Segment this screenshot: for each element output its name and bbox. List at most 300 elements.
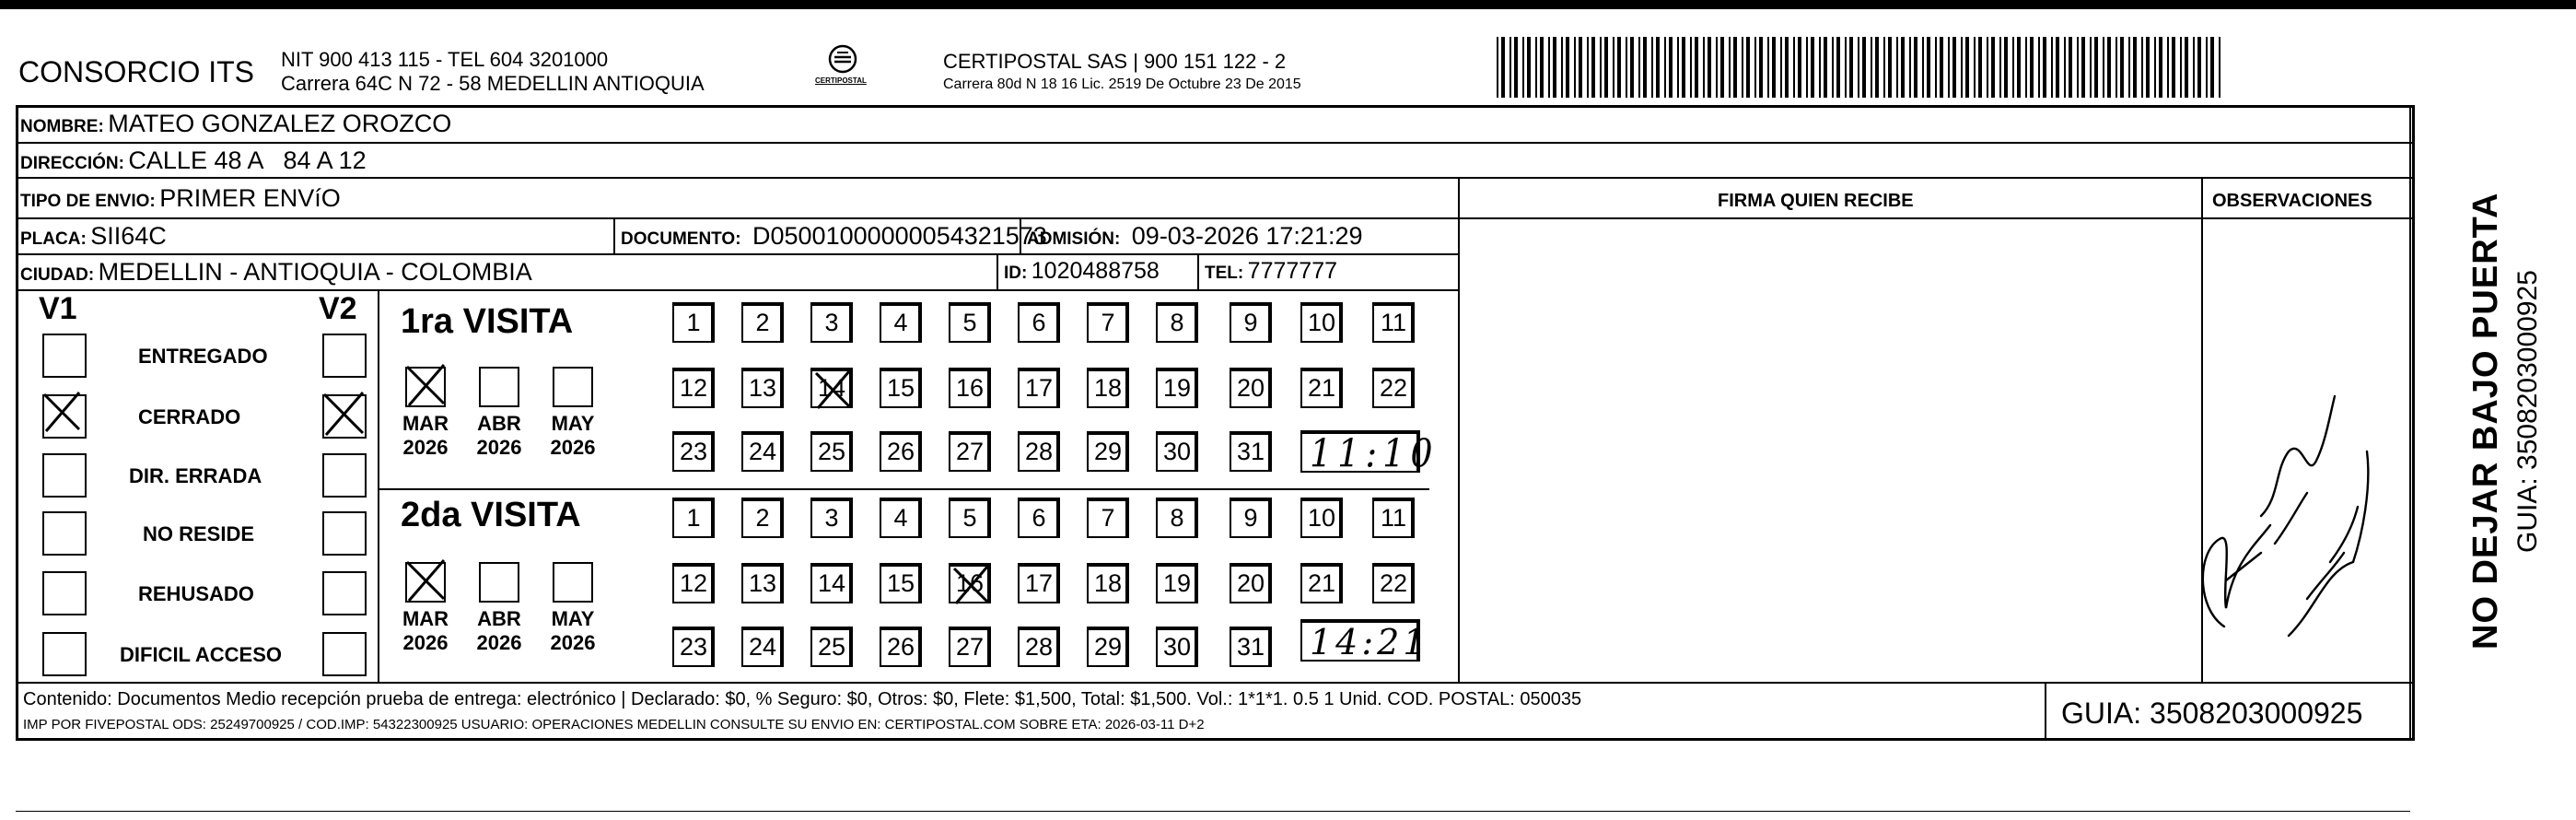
v1-checkbox[interactable]	[42, 334, 87, 378]
day-box[interactable]	[810, 498, 853, 538]
day-box[interactable]	[1230, 302, 1272, 343]
day-box[interactable]	[810, 302, 853, 343]
day-number: 10	[1307, 504, 1336, 532]
check-x-mark	[403, 558, 448, 603]
barcode-bar	[1613, 37, 1614, 98]
day-box[interactable]	[810, 368, 853, 408]
barcode-bar	[1708, 37, 1711, 98]
day-number: 20	[1236, 374, 1265, 402]
day-number: 2	[755, 504, 770, 532]
day-box[interactable]	[880, 431, 922, 472]
barcode-bar	[2167, 37, 2169, 98]
day-box[interactable]	[1230, 368, 1272, 408]
barcode	[1497, 37, 2226, 98]
day-box[interactable]	[741, 498, 784, 538]
day-box[interactable]	[1156, 563, 1198, 603]
day-box[interactable]	[1230, 498, 1272, 538]
barcode-bar	[1587, 37, 1589, 98]
day-box[interactable]	[949, 431, 991, 472]
day-number: 14	[817, 374, 846, 402]
day-number: 5	[962, 504, 977, 532]
month-label: MAR	[402, 412, 449, 435]
day-box[interactable]	[741, 431, 784, 472]
v2-checkbox[interactable]	[322, 334, 367, 378]
month-label: ABR	[477, 607, 521, 630]
barcode-bar	[1785, 37, 1789, 98]
month-label: MAR	[402, 607, 449, 630]
barcode-bar	[2185, 37, 2188, 98]
day-box[interactable]	[880, 498, 922, 538]
sender-nit-tel: NIT 900 413 115 - TEL 604 3201000	[281, 48, 609, 71]
day-number: 18	[1093, 374, 1123, 402]
month-checkbox[interactable]	[553, 367, 593, 407]
day-box[interactable]	[1156, 498, 1198, 538]
barcode-bar	[1664, 37, 1666, 98]
day-number: 21	[1307, 569, 1336, 597]
nombre-value: MATEO GONZALEZ OROZCO	[108, 110, 452, 137]
day-number: 25	[817, 438, 846, 465]
day-box[interactable]	[1300, 368, 1343, 408]
barcode-bar	[1811, 37, 1814, 98]
day-box[interactable]	[949, 498, 991, 538]
day-number: 30	[1162, 633, 1192, 661]
day-number: 1	[686, 309, 701, 336]
day-box[interactable]	[741, 627, 784, 667]
barcode-bar	[1574, 37, 1576, 98]
barcode-bar	[1901, 37, 1905, 98]
barcode-bar	[1497, 37, 1498, 98]
month-checkbox[interactable]	[405, 562, 446, 603]
barcode-bar	[2017, 37, 2021, 98]
barcode-bar	[1896, 37, 1898, 98]
visit2-title: 2da VISITA	[401, 496, 581, 534]
admision-value: 09-03-2026 17:21:29	[1131, 222, 1363, 250]
barcode-bar	[2004, 37, 2008, 98]
barcode-bar	[1999, 37, 2001, 98]
day-box[interactable]	[1300, 498, 1343, 538]
barcode-bar	[1626, 37, 1627, 98]
day-number: 15	[886, 569, 915, 597]
barcode-bar	[2069, 37, 2072, 98]
v1-checkbox[interactable]	[42, 632, 87, 676]
day-number: 5	[962, 309, 977, 336]
barcode-bar	[1927, 37, 1930, 98]
year-label: 2026	[476, 436, 522, 459]
footer-imp: IMP POR FIVEPOSTAL ODS: 25249700925 / COD.IMP: 54322300925 USUARIO: OPERACIONES MEDELLIN CONSULTE SU ENVIO EN: CERTIPOSTAL.COM SOBRE ETA: 2026-03-11 D+2	[23, 717, 1205, 732]
barcode-bar	[1940, 37, 1943, 98]
certipostal-logo-icon	[815, 41, 870, 96]
day-number: 13	[748, 374, 777, 402]
visit1-hour: 11:10	[1310, 430, 1439, 476]
day-number: 23	[679, 633, 708, 661]
day-box[interactable]	[1156, 368, 1198, 408]
direccion-value: CALLE 48 A 84 A 12	[128, 146, 367, 174]
day-number: 20	[1236, 569, 1265, 597]
barcode-bar	[2077, 37, 2079, 98]
day-number: 7	[1101, 504, 1115, 532]
barcode-bar	[1535, 37, 1537, 98]
day-number: 12	[679, 569, 708, 597]
barcode-bar	[1630, 37, 1634, 98]
v2-checkbox[interactable]	[322, 571, 367, 615]
barcode-bar	[2146, 37, 2150, 98]
observaciones-header: OBSERVACIONES	[2212, 191, 2372, 211]
v1-checkbox[interactable]	[42, 453, 87, 498]
day-box[interactable]	[1018, 368, 1060, 408]
reason-label: ENTREGADO	[138, 345, 268, 368]
year-label: 2026	[476, 631, 522, 654]
check-x-mark	[812, 369, 853, 410]
month-label: MAY	[551, 412, 595, 435]
barcode-bar	[2141, 37, 2143, 98]
day-box[interactable]	[1156, 302, 1198, 343]
day-box[interactable]	[880, 302, 922, 343]
barcode-bar	[2219, 37, 2220, 98]
barcode-bar	[1948, 37, 1950, 98]
v1-checkbox[interactable]	[42, 571, 87, 615]
v1-checkbox[interactable]	[42, 394, 87, 439]
day-number: 22	[1379, 569, 1408, 597]
barcode-bar	[1540, 37, 1544, 98]
day-number: 4	[893, 504, 908, 532]
barcode-bar	[1600, 37, 1602, 98]
month-checkbox[interactable]	[479, 562, 519, 603]
barcode-bar	[1780, 37, 1782, 98]
day-number: 19	[1162, 569, 1192, 597]
barcode-bar	[1836, 37, 1840, 98]
barcode-bar	[1759, 37, 1763, 98]
barcode-bar	[2030, 37, 2034, 98]
year-label: 2026	[402, 436, 449, 459]
day-number: 3	[824, 504, 839, 532]
day-number: 16	[955, 374, 985, 402]
day-number: 12	[679, 374, 708, 402]
firma-header: FIRMA QUIEN RECIBE	[1718, 191, 1914, 211]
day-number: 22	[1379, 374, 1408, 402]
day-number: 2	[755, 309, 770, 336]
day-box[interactable]	[672, 563, 715, 603]
day-box[interactable]	[810, 563, 853, 603]
barcode-bar	[1695, 37, 1698, 98]
barcode-bar	[1798, 37, 1801, 98]
barcode-bar	[1849, 37, 1853, 98]
barcode-bar	[1651, 37, 1653, 98]
barcode-bar	[1978, 37, 1982, 98]
day-box[interactable]	[672, 627, 715, 667]
day-number: 29	[1093, 438, 1123, 465]
day-box[interactable]	[1087, 563, 1129, 603]
barcode-bar	[1682, 37, 1685, 98]
day-box[interactable]	[741, 302, 784, 343]
day-box[interactable]	[1230, 627, 1272, 667]
barcode-bar	[2107, 37, 2111, 98]
day-number: 19	[1162, 374, 1192, 402]
day-number: 1	[686, 504, 701, 532]
day-number: 18	[1093, 569, 1123, 597]
year-label: 2026	[550, 631, 596, 654]
day-number: 24	[748, 438, 777, 465]
day-number: 3	[824, 309, 839, 336]
day-box[interactable]	[1018, 498, 1060, 538]
barcode-bar	[2197, 37, 2201, 98]
day-box[interactable]	[672, 302, 715, 343]
barcode-bar	[1591, 37, 1595, 98]
barcode-bar	[2128, 37, 2130, 98]
v2-checkbox[interactable]	[322, 394, 367, 439]
barcode-bar	[2043, 37, 2046, 98]
barcode-bar	[1806, 37, 1808, 98]
barcode-bar	[2172, 37, 2175, 98]
day-box[interactable]	[949, 302, 991, 343]
day-box[interactable]	[1372, 368, 1415, 408]
year-label: 2026	[402, 631, 449, 654]
year-label: 2026	[550, 436, 596, 459]
barcode-bar	[2206, 37, 2208, 98]
day-box[interactable]	[1230, 431, 1272, 472]
v2-checkbox[interactable]	[322, 511, 367, 556]
tel-label: TEL:	[1205, 264, 1244, 283]
barcode-bar	[1987, 37, 1988, 98]
month-checkbox[interactable]	[553, 562, 593, 603]
barcode-bar	[2025, 37, 2027, 98]
barcode-bar	[2103, 37, 2104, 98]
barcode-bar	[1703, 37, 1705, 98]
day-box[interactable]	[1156, 627, 1198, 667]
barcode-bar	[1832, 37, 1834, 98]
barcode-bar	[1656, 37, 1660, 98]
day-box[interactable]	[1300, 563, 1343, 603]
day-number: 4	[893, 309, 908, 336]
day-box[interactable]	[880, 563, 922, 603]
bottom-edge-line	[16, 811, 2410, 812]
barcode-bar	[1858, 37, 1859, 98]
day-box[interactable]	[1372, 498, 1415, 538]
day-box[interactable]	[741, 563, 784, 603]
barcode-bar	[2159, 37, 2162, 98]
v1-checkbox[interactable]	[42, 511, 87, 556]
id-label: ID:	[1004, 264, 1028, 283]
reason-label: REHUSADO	[138, 582, 254, 605]
day-box[interactable]	[1087, 498, 1129, 538]
v2-header: V2	[319, 291, 357, 326]
barcode-bar	[2012, 37, 2014, 98]
barcode-bar	[1617, 37, 1621, 98]
barcode-bar	[2094, 37, 2098, 98]
barcode-bar	[2090, 37, 2092, 98]
day-number: 17	[1024, 569, 1054, 597]
barcode-bar	[1875, 37, 1879, 98]
barcode-bar	[1746, 37, 1750, 98]
visit2-hour-box	[1300, 619, 1429, 662]
check-x-mark	[41, 391, 83, 433]
day-box[interactable]	[1156, 431, 1198, 472]
signature	[2169, 332, 2381, 663]
day-number: 8	[1170, 504, 1184, 532]
day-number: 31	[1236, 633, 1265, 661]
delivery-form	[16, 105, 2415, 741]
barcode-bar	[1922, 37, 1924, 98]
day-box[interactable]	[672, 498, 715, 538]
day-number: 10	[1307, 309, 1336, 336]
sender-address: Carrera 64C N 72 - 58 MEDELLIN ANTIOQUIA	[281, 72, 705, 95]
tipo-envio-label: TIPO DE ENVIO:	[20, 192, 156, 211]
day-number: 8	[1170, 309, 1184, 336]
documento-label: DOCUMENTO:	[621, 229, 741, 249]
nombre-label: NOMBRE:	[20, 117, 104, 136]
day-number: 16	[955, 569, 985, 597]
day-number: 14	[817, 569, 846, 597]
day-box[interactable]	[1087, 302, 1129, 343]
day-number: 28	[1024, 438, 1054, 465]
day-number: 24	[748, 633, 777, 661]
side-guia: GUIA: 3508203000925	[2512, 270, 2543, 553]
day-number: 29	[1093, 633, 1123, 661]
day-number: 27	[955, 633, 985, 661]
barcode-bar	[1819, 37, 1821, 98]
barcode-bar	[1909, 37, 1911, 98]
day-box[interactable]	[949, 368, 991, 408]
barcode-bar	[1579, 37, 1582, 98]
reason-label: CERRADO	[138, 405, 241, 428]
month-checkbox[interactable]	[405, 367, 446, 407]
day-box[interactable]	[880, 368, 922, 408]
barcode-bar	[1754, 37, 1756, 98]
footer-contenido: Contenido: Documentos Medio recepción prueba de entrega: electrónico | Declarado: $0, % Seguro: $0, Otros: $0, Flete: $1,500, Total: $1,500. Vol.: 1*1*1. 0.5 1 Unid. COD. POSTAL: 050035	[23, 689, 1582, 709]
footer-guia: GUIA: 3508203000925	[2061, 697, 2363, 730]
day-box[interactable]	[1372, 302, 1415, 343]
barcode-bar	[1772, 37, 1776, 98]
barcode-bar	[1974, 37, 1976, 98]
barcode-bar	[1871, 37, 1872, 98]
day-number: 9	[1243, 504, 1258, 532]
barcode-bar	[2133, 37, 2137, 98]
day-number: 17	[1024, 374, 1054, 402]
barcode-bar	[2056, 37, 2059, 98]
carrier-license: Carrera 80d N 18 16 Lic. 2519 De Octubre 23 De 2015	[943, 76, 1301, 92]
visit1-hour-box	[1300, 430, 1439, 476]
day-box[interactable]	[672, 368, 715, 408]
barcode-bar	[2116, 37, 2117, 98]
barcode-bar	[1514, 37, 1518, 98]
barcode-bar	[1669, 37, 1673, 98]
ciudad-label: CIUDAD:	[20, 265, 95, 285]
barcode-bar	[1720, 37, 1724, 98]
barcode-bar	[1690, 37, 1692, 98]
day-number: 28	[1024, 633, 1054, 661]
placa-value: SII64C	[90, 222, 167, 250]
check-x-mark	[403, 363, 448, 407]
day-box[interactable]	[1087, 368, 1129, 408]
barcode-bar	[1604, 37, 1608, 98]
barcode-bar	[1509, 37, 1511, 98]
day-number: 6	[1032, 309, 1046, 336]
barcode-bar	[1767, 37, 1769, 98]
sender-name: CONSORCIO ITS	[18, 55, 255, 88]
barcode-bar	[1561, 37, 1563, 98]
day-number: 27	[955, 438, 985, 465]
day-number: 25	[817, 633, 846, 661]
v2-checkbox[interactable]	[322, 632, 367, 676]
check-x-mark	[950, 565, 991, 605]
day-number: 11	[1380, 309, 1407, 336]
barcode-bar	[2193, 37, 2195, 98]
barcode-bar	[1965, 37, 1969, 98]
day-box[interactable]	[949, 563, 991, 603]
barcode-bar	[2120, 37, 2124, 98]
barcode-bar	[1935, 37, 1937, 98]
barcode-bar	[1824, 37, 1827, 98]
carrier-name: CERTIPOSTAL SAS | 900 151 122 - 2	[943, 50, 1287, 73]
day-box[interactable]	[1372, 563, 1415, 603]
day-box[interactable]	[1087, 431, 1129, 472]
barcode-bar	[1643, 37, 1647, 98]
reason-label: NO RESIDE	[143, 522, 255, 545]
day-number: 6	[1032, 504, 1046, 532]
day-box[interactable]	[1018, 563, 1060, 603]
barcode-bar	[1729, 37, 1731, 98]
barcode-bar	[2051, 37, 2053, 98]
day-box[interactable]	[1300, 302, 1343, 343]
day-number: 13	[748, 569, 777, 597]
top-edge-bar	[0, 0, 2576, 9]
barcode-bar	[2081, 37, 2085, 98]
day-box[interactable]	[1230, 563, 1272, 603]
tipo-envio-value: PRIMER ENVíO	[159, 184, 341, 212]
visit2-hour: 14:21	[1310, 622, 1429, 662]
check-x-mark	[321, 391, 367, 437]
logo-text: CERTIPOSTAL	[815, 76, 867, 85]
day-box[interactable]	[949, 627, 991, 667]
v2-checkbox[interactable]	[322, 453, 367, 498]
barcode-bar	[1991, 37, 1995, 98]
day-box[interactable]	[880, 627, 922, 667]
day-number: 9	[1243, 309, 1258, 336]
barcode-bar	[1862, 37, 1866, 98]
barcode-bar	[1845, 37, 1847, 98]
month-checkbox[interactable]	[479, 367, 519, 407]
day-box[interactable]	[1018, 302, 1060, 343]
direccion-label: DIRECCIÓN:	[20, 154, 124, 173]
day-box[interactable]	[1087, 627, 1129, 667]
day-box[interactable]	[1018, 431, 1060, 472]
barcode-bar	[1553, 37, 1556, 98]
barcode-bar	[1677, 37, 1679, 98]
day-number: 26	[886, 438, 915, 465]
barcode-bar	[2038, 37, 2040, 98]
day-box[interactable]	[741, 368, 784, 408]
day-number: 11	[1380, 504, 1407, 532]
barcode-bar	[1501, 37, 1505, 98]
day-box[interactable]	[810, 431, 853, 472]
tel-value: 7777777	[1247, 258, 1337, 284]
barcode-bar	[1952, 37, 1956, 98]
side-notice: NO DEJAR BAJO PUERTA	[2466, 192, 2505, 650]
day-number: 21	[1307, 374, 1336, 402]
day-box[interactable]	[1018, 627, 1060, 667]
visit1-title: 1ra VISITA	[401, 302, 574, 341]
day-number: 7	[1101, 309, 1115, 336]
barcode-bar	[2154, 37, 2156, 98]
barcode-bar	[1961, 37, 1963, 98]
barcode-bar	[1793, 37, 1795, 98]
barcode-bar	[1716, 37, 1718, 98]
day-box[interactable]	[672, 431, 715, 472]
documento-value: D05001000000054321573	[752, 222, 1047, 250]
day-box[interactable]	[810, 627, 853, 667]
id-value: 1020488758	[1031, 258, 1160, 284]
ciudad-value: MEDELLIN - ANTIOQUIA - COLOMBIA	[98, 258, 532, 286]
barcode-bar	[1742, 37, 1743, 98]
